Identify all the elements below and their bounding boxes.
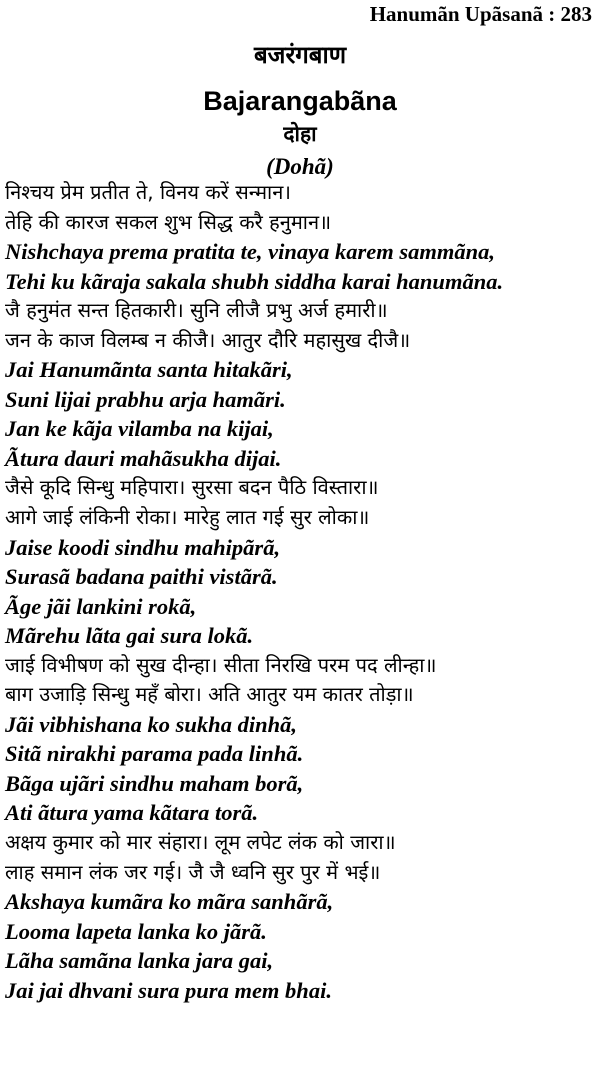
title-hindi: बजरंगबाण (253, 41, 347, 69)
verse-line-hindi: जाई विभीषण को सुख दीन्हा। सीता निरखि परम पद लीन्हा॥ (5, 652, 437, 677)
verse-line-transliteration: Akshaya kumãra ko mãra sanhãrã, (5, 889, 334, 915)
doha-heading-english: (Dohã) (266, 154, 334, 179)
verse-line-hindi: लाह समान लंक जर गई। जै जै ध्वनि सुर पुर में भई॥ (5, 859, 381, 884)
running-header: Hanumãn Upãsanã : 283 (369, 2, 592, 26)
verse-line-transliteration: Ãge jãi lankini rokã, (5, 593, 197, 619)
verse-line-transliteration: Ati ãtura yama kãtara torã. (5, 800, 259, 826)
verse-line-transliteration: Lãha samãna lanka jara gai, (5, 948, 274, 974)
verse-line-hindi: तेहि की कारज सकल शुभ सिद्ध करै हनुमान॥ (5, 209, 332, 234)
verse-line-transliteration: Looma lapeta lanka ko jãrã. (5, 918, 267, 944)
verse-line-transliteration: Jãi vibhishana ko sukha dinhã, (5, 711, 297, 737)
verse-line-transliteration: Sitã nirakhi parama pada linhã. (5, 741, 304, 767)
verse-line-hindi: जन के काज विलम्ब न कीजै। आतुर दौरि महासुख दीजै॥ (5, 327, 411, 352)
verse-line-transliteration: Jai Hanumãnta santa hitakãri, (5, 357, 293, 383)
verse-line-transliteration: Suni lijai prabhu arja hamãri. (5, 386, 286, 412)
verse-line-transliteration: Tehi ku kãraja sakala shubh siddha karai hanumãna. (5, 268, 504, 294)
verse-line-transliteration: Nishchaya prema pratita te, vinaya karem sammãna, (5, 239, 496, 265)
verse-line-hindi: जैसे कूदि सिन्धु महिपारा। सुरसा बदन पैठि विस्तारा॥ (5, 475, 379, 500)
doha-heading-hindi: दोहा (283, 122, 317, 146)
verse-line-hindi: अक्षय कुमार को मार संहारा। लूम लपेट लंक को जारा॥ (5, 830, 396, 855)
verse-line-hindi: जै हनुमंत सन्त हितकारी। सुनि लीजै प्रभु अर्ज हमारी॥ (5, 298, 388, 323)
verse-line-transliteration: Jan ke kãja vilamba na kijai, (5, 416, 274, 442)
title-english: Bajarangabãna (203, 86, 397, 116)
verse-line-hindi: बाग उजाड़ि सिन्धु महँ बोरा। अति आतुर यम कातर तोड़ा॥ (5, 682, 414, 707)
verse-line-transliteration: Jai jai dhvani sura pura mem bhai. (5, 977, 332, 1003)
verse-line-transliteration: Mãrehu lãta gai sura lokã. (5, 623, 254, 649)
verse-block (5, 178, 597, 1005)
verse-line-transliteration: Bãga ujãri sindhu maham borã, (5, 770, 304, 796)
verse-line-transliteration: Surasã badana paithi vistãrã. (5, 564, 278, 590)
verse-line-transliteration: Jaise koodi sindhu mahipãrã, (5, 534, 281, 560)
verse-line-hindi: निश्चय प्रेम प्रतीत ते, विनय करें सन्मान। (5, 180, 291, 204)
verse-line-hindi: आगे जाई लंकिनी रोका। मारेहु लात गई सुर लोका॥ (5, 505, 370, 530)
verse-line-transliteration: Ãtura dauri mahãsukha dijai. (5, 445, 282, 471)
